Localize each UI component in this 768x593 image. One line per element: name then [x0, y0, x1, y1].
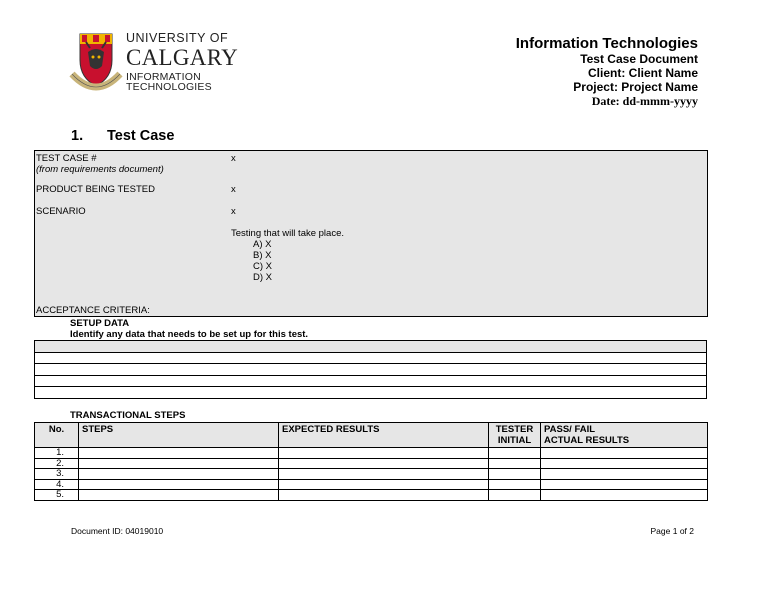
tester-cell[interactable] — [489, 490, 541, 501]
row-number: 5. — [35, 490, 79, 501]
table-row — [35, 458, 708, 469]
table-row — [35, 469, 708, 480]
product-value[interactable]: x — [231, 184, 236, 195]
tester-cell[interactable] — [489, 448, 541, 459]
table-row — [35, 479, 708, 490]
actual-cell[interactable] — [541, 458, 708, 469]
setup-cell[interactable] — [35, 364, 707, 376]
logo-line-4: TECHNOLOGIES — [126, 81, 212, 93]
document-header — [516, 35, 698, 108]
col-steps-header: STEPS — [79, 423, 279, 448]
scenario-item: A) X — [253, 239, 272, 250]
setup-row — [35, 387, 707, 399]
steps-cell[interactable] — [79, 479, 279, 490]
page-number: Page 1 of 2 — [650, 526, 694, 536]
test-case-id-label: TEST CASE # — [36, 153, 97, 164]
setup-row — [35, 364, 707, 376]
scenario-item: C) X — [253, 261, 272, 272]
pass-header-line2: ACTUAL RESULTS — [544, 435, 630, 446]
scenario-item: B) X — [253, 250, 272, 261]
expected-cell[interactable] — [279, 479, 489, 490]
test-case-id-sublabel: (from requirements document) — [36, 164, 164, 175]
expected-cell[interactable] — [279, 469, 489, 480]
product-label: PRODUCT BEING TESTED — [36, 184, 155, 195]
tester-header-line1: TESTER — [495, 424, 534, 435]
row-number: 4. — [35, 479, 79, 490]
header-client: Client: Client Name — [587, 66, 698, 80]
university-logo — [68, 30, 239, 100]
steps-cell[interactable] — [79, 490, 279, 501]
steps-cell[interactable] — [79, 448, 279, 459]
scenario-intro: Testing that will take place. — [231, 228, 345, 239]
scenario-label: SCENARIO — [36, 206, 86, 217]
setup-cell[interactable] — [35, 375, 707, 387]
setup-cell[interactable] — [35, 352, 707, 364]
row-number: 3. — [35, 469, 79, 480]
transactional-title: TRANSACTIONAL STEPS — [70, 410, 186, 421]
row-number: 2. — [35, 458, 79, 469]
transactional-table — [34, 422, 708, 501]
scenario-list — [231, 239, 272, 283]
header-date: Date: dd-mmm-yyyy — [591, 94, 698, 108]
col-pass-header — [541, 423, 708, 448]
expected-cell[interactable] — [279, 490, 489, 501]
steps-cell[interactable] — [79, 469, 279, 480]
document-id: Document ID: 04019010 — [71, 526, 164, 536]
header-doc-type: Test Case Document — [580, 52, 698, 66]
table-row — [35, 448, 708, 459]
col-expected-header: EXPECTED RESULTS — [279, 423, 489, 448]
actual-cell[interactable] — [541, 469, 708, 480]
setup-row — [35, 352, 707, 364]
setup-cell[interactable] — [35, 387, 707, 399]
col-tester-header — [489, 423, 541, 448]
tester-cell[interactable] — [489, 458, 541, 469]
setup-cell[interactable] — [35, 341, 707, 353]
acceptance-label: ACCEPTANCE CRITERIA: — [36, 305, 150, 316]
col-no-header: No. — [35, 423, 79, 448]
actual-cell[interactable] — [541, 479, 708, 490]
tester-cell[interactable] — [489, 479, 541, 490]
setup-subtitle: Identify any data that needs to be set up for this test. — [70, 329, 309, 340]
scenario-item: D) X — [253, 272, 272, 283]
transactional-header-row — [35, 423, 708, 448]
logo-line-2: CALGARY — [126, 44, 239, 70]
table-row — [35, 490, 708, 501]
expected-cell[interactable] — [279, 448, 489, 459]
setup-header-row — [35, 341, 707, 353]
setup-heading — [70, 318, 308, 340]
row-number: 1. — [35, 448, 79, 459]
actual-cell[interactable] — [541, 490, 708, 501]
crest-icon — [68, 30, 124, 94]
setup-row — [35, 375, 707, 387]
expected-cell[interactable] — [279, 458, 489, 469]
scenario-value[interactable]: x — [231, 206, 236, 217]
section-title: Test Case — [107, 128, 175, 144]
steps-cell[interactable] — [79, 458, 279, 469]
test-case-box — [34, 150, 708, 317]
section-heading — [71, 128, 174, 144]
setup-data-table — [34, 340, 707, 399]
section-number: 1. — [71, 128, 84, 144]
pass-header-line1: PASS/ FAIL — [544, 424, 596, 435]
tester-header-line2: INITIAL — [497, 435, 532, 446]
tester-cell[interactable] — [489, 469, 541, 480]
header-project: Project: Project Name — [573, 80, 698, 94]
logo-line-1: UNIVERSITY OF — [126, 31, 229, 45]
actual-cell[interactable] — [541, 448, 708, 459]
test-case-id-value[interactable]: x — [231, 153, 236, 164]
setup-title: SETUP DATA — [70, 318, 130, 329]
header-dept: Information Technologies — [515, 35, 698, 52]
logo-line-3: INFORMATION — [126, 70, 201, 83]
